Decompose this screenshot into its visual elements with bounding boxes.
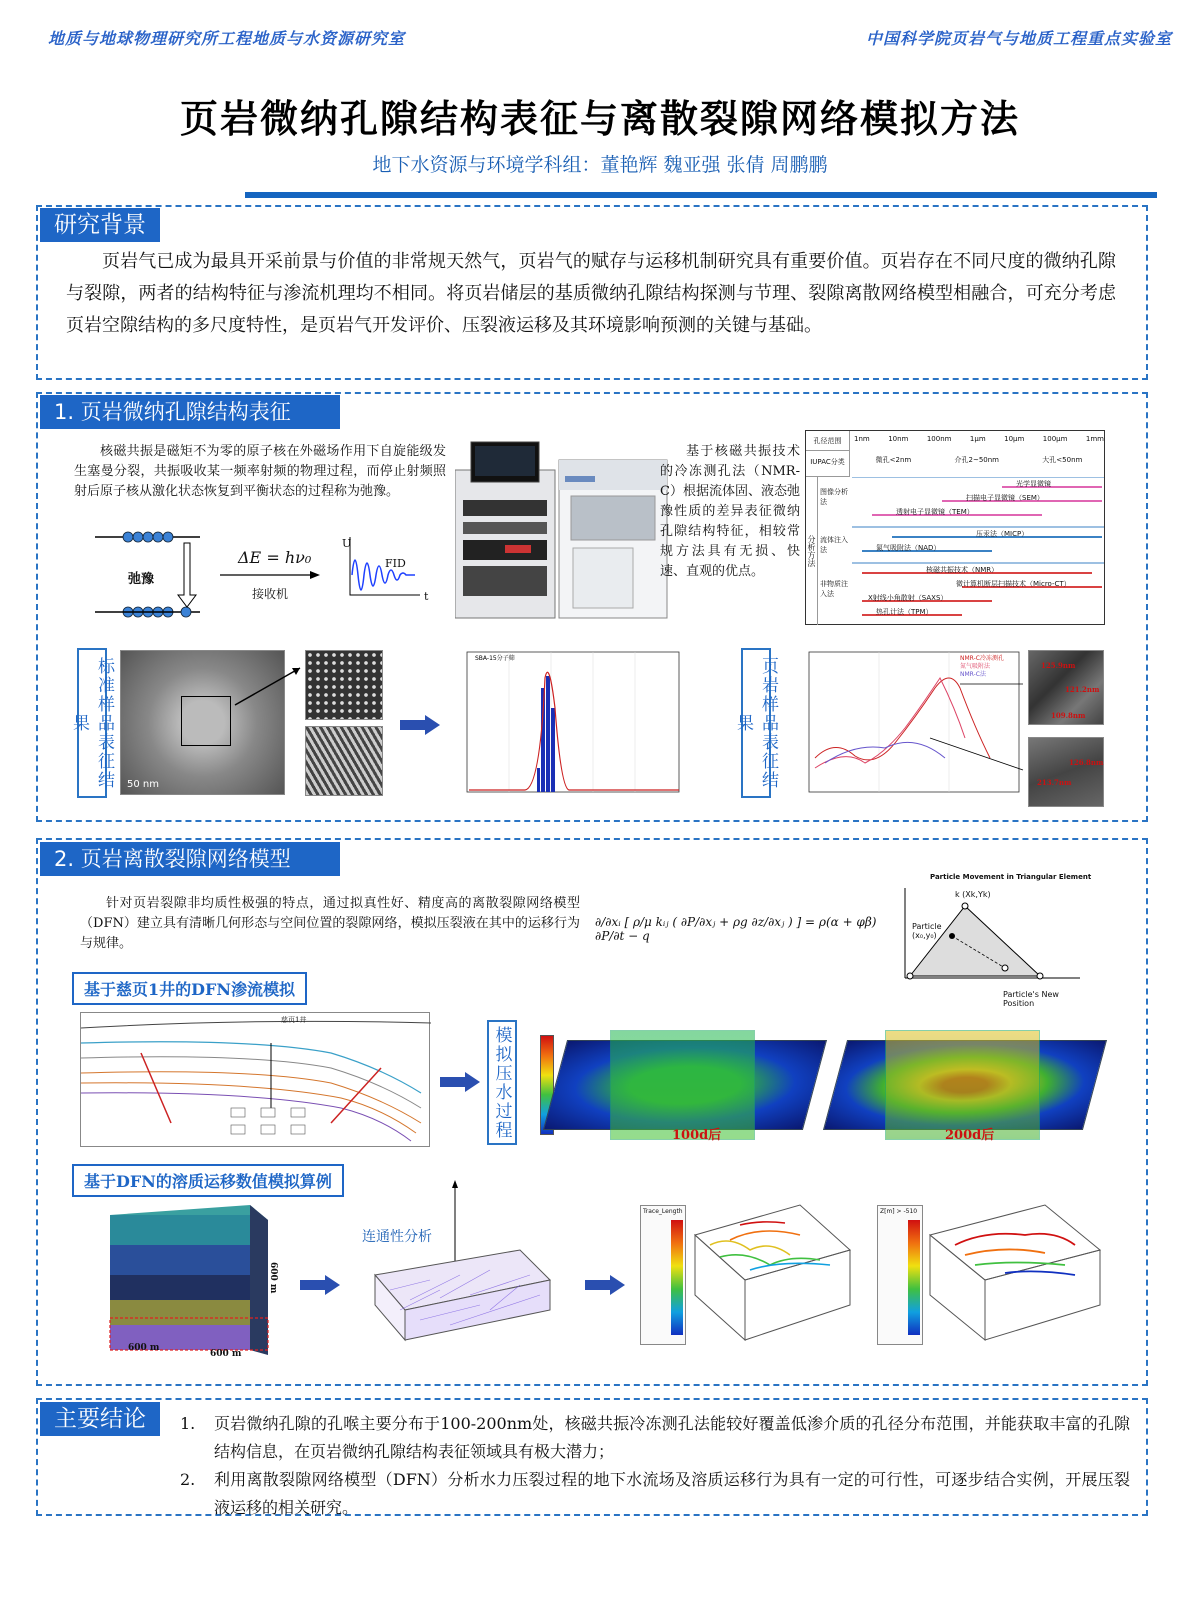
scale-label: 1μm	[969, 435, 986, 443]
dim-height: 600 m	[268, 1262, 278, 1294]
sem-tag: 125.9nm	[1041, 661, 1076, 670]
iupac-class: 微孔<2nm	[875, 456, 912, 464]
trace-legend	[640, 1205, 686, 1345]
scale-label: 10nm	[888, 435, 909, 443]
t-axis-label: t	[424, 590, 429, 603]
section2-tab: 2. 页岩离散裂隙网络模型	[40, 842, 340, 876]
method-nad: 氮气吸附法（NAD）	[876, 544, 941, 552]
nmr-instrument-image	[455, 440, 670, 620]
iupac-classes	[854, 455, 1104, 465]
connectivity-label: 连通性分析	[362, 1229, 432, 1245]
group-fluid: 流体注入法	[820, 536, 848, 554]
nmrc-text: 基于核磁共振技术的冷冻测孔法（NMR-C）根据流体固、液态弛豫性质的差异表征微纳孔隙结构特征，相较常规方法具有无损、快速、直观的优点。	[660, 444, 800, 579]
legend-item: 氮气吸附法	[960, 663, 991, 670]
sim-200d-label: 200d后	[945, 1128, 995, 1143]
scale-label: 10μm	[1004, 435, 1025, 443]
method-optical: 光学显微镜	[1016, 480, 1051, 488]
method-sem: 扫描电子显微镜（SEM）	[966, 494, 1044, 502]
std-sample-label: 标准样品表征结果	[77, 648, 107, 798]
conclusion-item	[180, 1410, 1130, 1466]
sem-tag: 109.8nm	[1051, 711, 1086, 720]
z-legend	[877, 1205, 923, 1345]
shale-sample-label: 页岩样品表征结果	[741, 648, 771, 798]
trace-length-render	[690, 1195, 855, 1355]
method-tem: 透射电子显微镜（TEM）	[896, 508, 974, 516]
method-saxs: X射线小角散射（SAXS）	[868, 594, 948, 602]
group-image: 图像分析法	[820, 488, 848, 506]
method-micp: 压汞法（MICP）	[976, 530, 1029, 538]
well-label: 慈页1井	[281, 1016, 307, 1024]
background-text: 页岩气已成为最具开采前景与价值的非常规天然气，页岩气的赋存与运移机制研究具有重要价值。页岩存在不同尺度的微纳孔隙与裂隙，两者的结构特征与渗流机理均不相同。将页岩储层的基质微纳孔隙结构探测与节理、裂隙离散网络模型相融合，可充分考虑页岩空隙结构的多尺度特性，是页岩气开发评价、压裂液运移及其环境影响预测的关键与基础。	[66, 251, 1116, 336]
arrow-right-icon	[585, 1275, 625, 1295]
method-header: 分析方法	[806, 477, 818, 625]
shale-legend	[960, 655, 1004, 679]
conclusion-num: 1.	[180, 1414, 196, 1433]
std-pore-chart	[445, 648, 695, 813]
trace-legend-title: Trace_Length	[643, 1208, 683, 1215]
z-depth-render	[925, 1195, 1105, 1355]
dfn-3d-block	[100, 1200, 280, 1360]
dim-width-left: 600 m	[128, 1343, 160, 1353]
iupac-header: IUPAC分类	[806, 451, 850, 477]
geologic-section-image	[80, 1012, 430, 1147]
scale-labels	[854, 435, 1104, 443]
particle-label: Particle (x₀,y₀)	[912, 922, 942, 940]
z-colorbar	[908, 1220, 920, 1335]
sem-image-1	[1028, 650, 1104, 725]
title-rule	[245, 192, 1157, 198]
arrow-right-icon	[440, 1072, 480, 1092]
connectivity-render	[370, 1180, 555, 1360]
legend-item: NMR-C冷冻测孔	[960, 655, 1004, 662]
conclusion-item	[180, 1466, 1130, 1522]
std-chart-title: SBA-15分子筛	[475, 655, 515, 662]
dim-width-right: 600 m	[210, 1349, 242, 1359]
conclusion-list	[180, 1410, 1130, 1522]
dfn-text: 针对页岩裂隙非均质性极强的特点，通过拟真性好、精度高的离散裂隙网络模型（DFN）建立具有清晰几何形态与空间位置的裂隙网络，模拟压裂液在其中的运移行为与规律。	[80, 896, 580, 951]
zoom-box	[181, 696, 231, 746]
scale-label: 100nm	[926, 435, 952, 443]
scale-label: 1nm	[854, 435, 870, 443]
z-legend-title: Z[m] > -510	[880, 1208, 918, 1215]
trace-colorbar	[671, 1220, 683, 1335]
relax-label: 弛豫	[128, 572, 155, 587]
method-tpm: 热孔计法（TPM）	[876, 608, 933, 616]
poster-title: 页岩微纳孔隙结构表征与离散裂隙网络模拟方法	[179, 97, 1020, 141]
tem-image-hex	[305, 650, 383, 720]
sem-image-2	[1028, 737, 1104, 807]
fid-label: FID	[385, 557, 406, 570]
conclusion-text: 页岩微纳孔隙的孔喉主要分布于100-200nm处，核磁共振冷冻测孔法能较好覆盖低渗介质的孔径分布范围，并能获取丰富的孔隙结构信息，在页岩微纳孔隙结构表征领域具有极大潜力；	[214, 1414, 1130, 1461]
institute-left: 地质与地球物理研究所工程地质与水资源研究室	[48, 29, 406, 48]
new-position-label: Particle's New Position	[1003, 990, 1059, 1008]
sem-tag: 121.2nm	[1065, 685, 1100, 694]
sim-label: 模拟压水过程	[487, 1020, 517, 1145]
pore-range-header: 孔径范围	[806, 431, 850, 451]
conclusion-tab: 主要结论	[40, 1402, 160, 1436]
conclusion-text: 利用离散裂隙网络模型（DFN）分析水力压裂过程的地下水流场及溶质运移行为具有一定的可行性，可逐步结合实例，开展压裂液运移的相关研究。	[214, 1470, 1130, 1517]
tem-image-channels	[305, 726, 383, 796]
pore-classification-table	[805, 430, 1105, 625]
scale-label: 100μm	[1042, 435, 1068, 443]
conclusion-num: 2.	[180, 1470, 196, 1489]
scale-label: 1mm	[1085, 435, 1104, 443]
sub-dfn-solute: 基于DFN的溶质运移数值模拟算例	[72, 1164, 344, 1197]
arrow-right-icon	[300, 1275, 340, 1295]
method-microct: 微计算机断层扫描技术（Micro-CT）	[956, 580, 1071, 588]
institute-right: 中国科学院页岩气与地质工程重点实验室	[865, 29, 1172, 48]
iupac-class: 大孔<50nm	[1042, 456, 1083, 464]
scale-bar-label: 50 nm	[127, 779, 159, 790]
legend-item: NMR-C法	[960, 671, 986, 678]
sem-tag: 213.7nm	[1037, 778, 1072, 787]
zoom-arrow	[230, 660, 310, 710]
arrow-right-icon	[400, 715, 440, 735]
nmr-text: 核磁共振是磁矩不为零的原子核在外磁场作用下自旋能级发生塞曼分裂，共振吸收某一频率射频的物理过程，而停止射频照射后原子核从激化状态恢复到平衡状态的过程称为弛豫。	[74, 444, 446, 499]
flow-equation: ∂/∂xᵢ [ ρ/μ kᵢⱼ ( ∂P/∂xⱼ + ρg ∂z/∂xⱼ ) ] = ρ(α + φβ) ∂P/∂t − q	[595, 915, 877, 943]
receiver-label: 接收机	[252, 587, 289, 601]
group-nonmaterial: 非物质注入法	[820, 580, 848, 598]
method-nmr: 核磁共振技术（NMR）	[926, 566, 999, 574]
sim-100d-label: 100d后	[672, 1128, 722, 1143]
section1-tab: 1. 页岩微纳孔隙结构表征	[40, 395, 340, 429]
k-vertex-label: k (Xk,Yk)	[955, 890, 991, 899]
iupac-class: 介孔2~50nm	[954, 456, 999, 464]
sem-tag: 126.8nm	[1069, 758, 1104, 767]
u-axis-label: U	[342, 537, 352, 550]
background-tab: 研究背景	[40, 208, 160, 242]
authors: 地下水资源与环境学科组：董艳辉 魏亚强 张倩 周鹏鹏	[372, 154, 828, 176]
sub-dfn-seepage: 基于慈页1井的DFN渗流模拟	[72, 972, 307, 1005]
triangle-title: Particle Movement in Triangular Element	[930, 873, 1092, 881]
energy-equation: ΔE = hν₀	[238, 548, 312, 567]
